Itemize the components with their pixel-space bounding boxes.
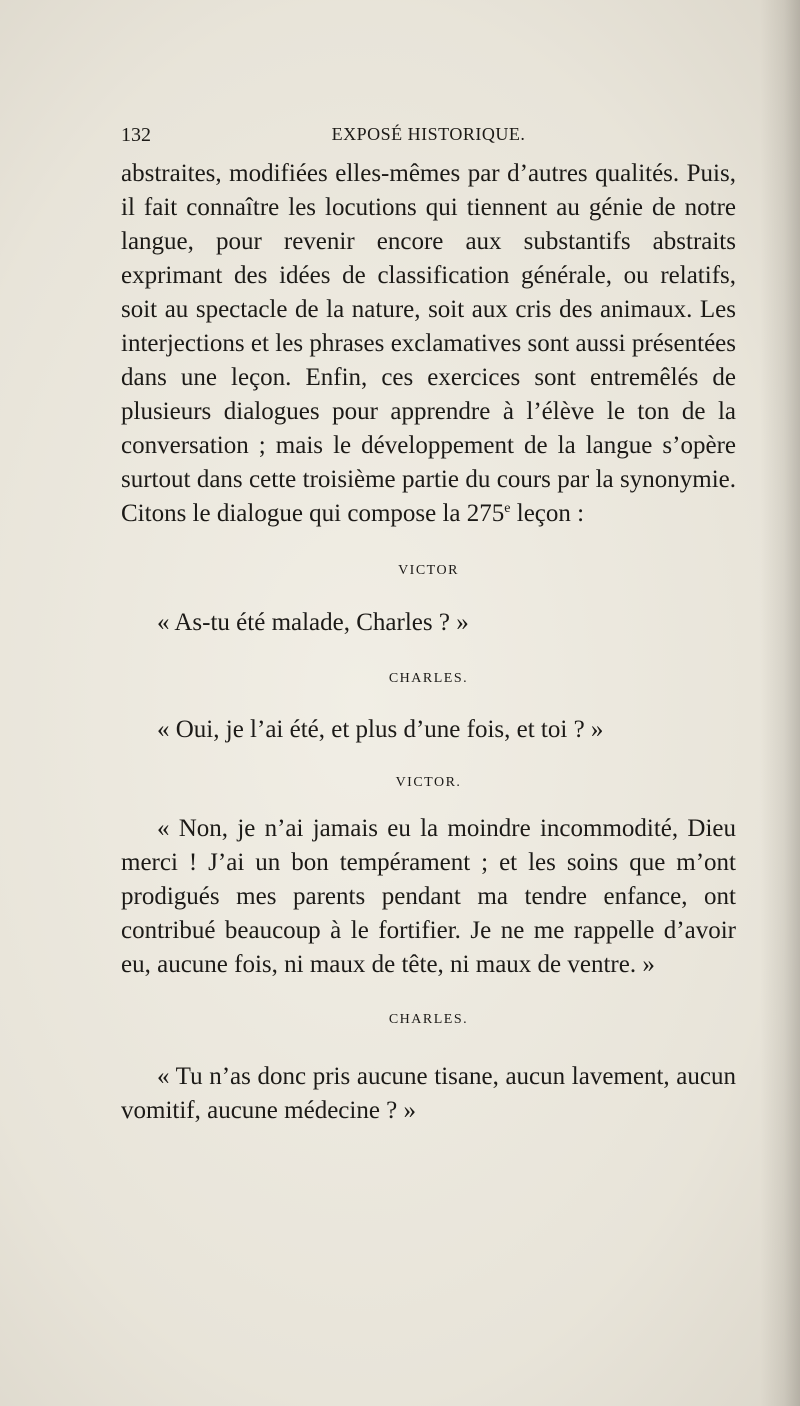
page-header bbox=[121, 124, 736, 150]
page-gutter-shadow bbox=[760, 0, 800, 1406]
intro-text: abstraites, modifiées elles-mêmes par d’autres qualités. Puis, il fait connaître les locutions qui tiennent au génie de notre langue, pour revenir encore aux substantifs abstraits exprimant des idées de classification générale, ou relatifs, soit au spectacle de la nature, soit aux cris des animaux. Les interjections et les phrases exclamatives sont aussi présentées dans une leçon. Enfin, ces exercices sont entremêlés de plusieurs dialogues pour apprendre à l’élève le ton de la conversation ; mais le développement de la langue s’opère surtout dans cette troisième partie du cours par la synonymie. Citons le dialogue qui compose la bbox=[121, 160, 736, 527]
lesson-number: 275 bbox=[466, 500, 505, 527]
speaker-label: CHARLES. bbox=[388, 1012, 469, 1027]
speaker-label: CHARLES. bbox=[388, 671, 469, 686]
speaker-label: VICTOR. bbox=[395, 775, 462, 790]
dialogue-line: « As-tu été malade, Charles ? » bbox=[157, 609, 469, 636]
lesson-number-superscript: e bbox=[504, 501, 511, 516]
dialogue-line: « Tu n’as donc pris aucune tisane, aucun lavement, aucun vomitif, aucune médecine ? » bbox=[121, 1063, 736, 1124]
running-title: EXPOSÉ HISTORIQUE. bbox=[331, 124, 526, 144]
dialogue-line: « Non, je n’ai jamais eu la moindre incommodité, Dieu merci ! J’ai un bon tempérament ; et les soins que m’ont prodigués mes parents pendant ma tendre enfance, ont contribué beaucoup à le fortifier. Je ne me rappelle d’avoir eu, aucune fois, ni maux de tête, ni maux de ventre. » bbox=[121, 815, 736, 978]
dialogue-line: « Oui, je l’ai été, et plus d’une fois, et toi ? » bbox=[157, 716, 604, 743]
intro-tail: leçon : bbox=[510, 500, 585, 527]
intro-paragraph bbox=[121, 157, 736, 531]
speaker-label: VICTOR bbox=[398, 563, 459, 578]
page-number: 132 bbox=[121, 124, 151, 146]
text-body bbox=[121, 157, 736, 1128]
